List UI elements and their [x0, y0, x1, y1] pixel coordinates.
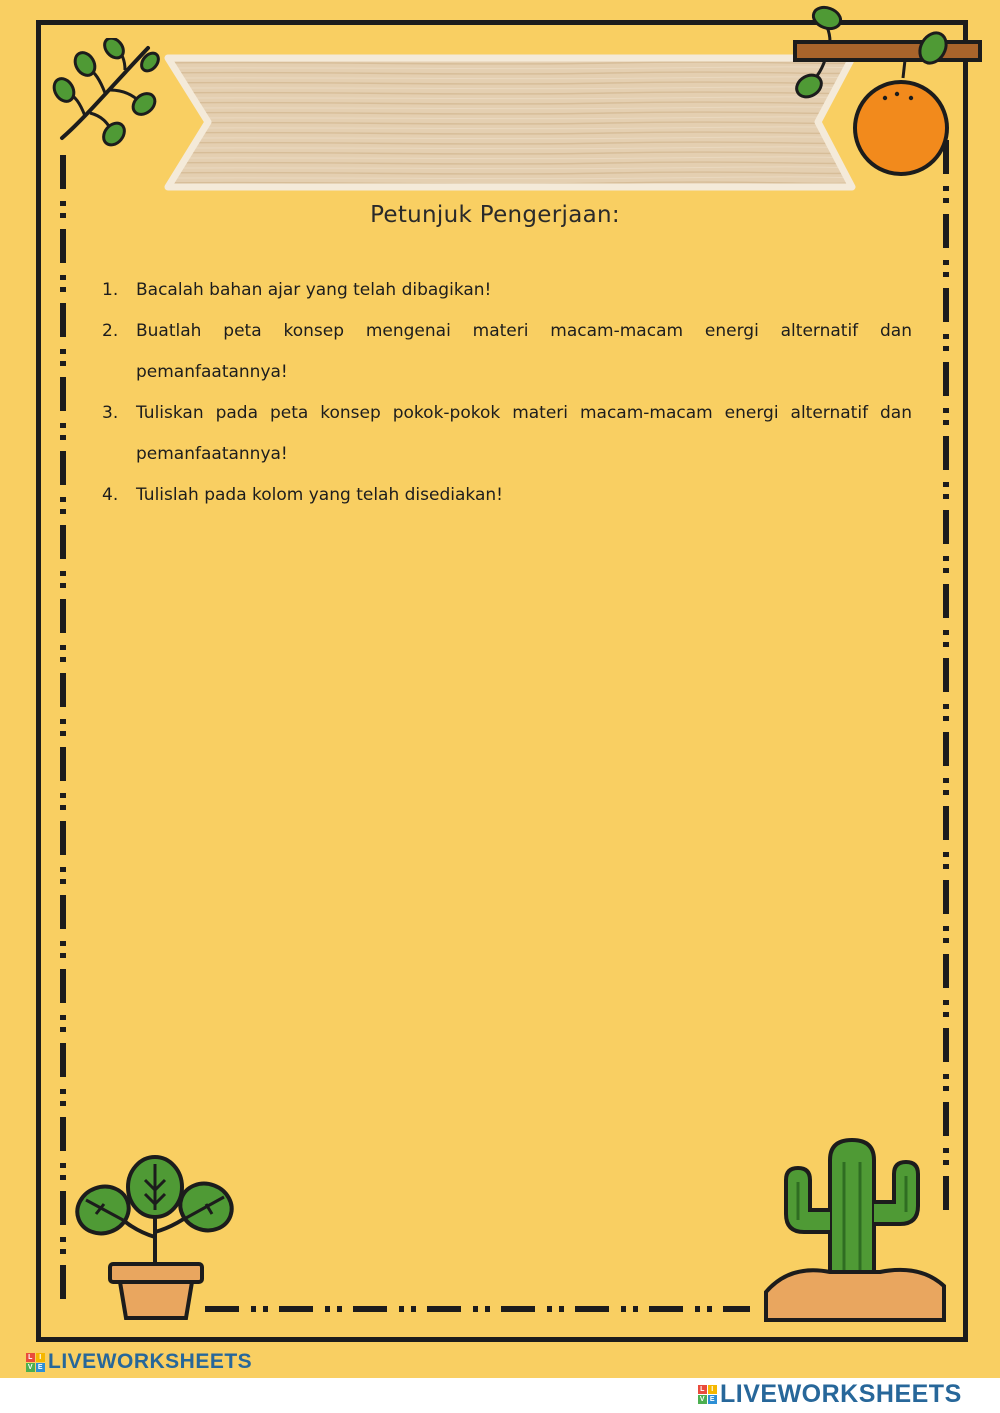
item-number: 2.	[102, 321, 119, 341]
item-text: Tuliskan pada peta konsep pokok-pokok materi macam-macam energi alternatif dan	[136, 403, 912, 423]
logo-letter: V	[27, 1363, 34, 1371]
liveworksheets-logo-icon	[26, 1353, 45, 1372]
list-item	[102, 311, 912, 352]
cactus-icon	[760, 1132, 950, 1324]
dashed-border-right	[943, 140, 949, 1220]
orange-branch-icon	[785, 0, 985, 190]
potted-plant-icon	[68, 1152, 243, 1324]
logo-letter: L	[26, 1353, 35, 1362]
list-item	[102, 352, 912, 393]
leaf-branch-icon	[50, 38, 160, 148]
instruction-list	[102, 270, 912, 516]
item-text-continuation: pemanfaatannya!	[136, 444, 288, 464]
list-item	[102, 393, 912, 434]
page-title: Petunjuk Pengerjaan:	[370, 202, 620, 228]
item-text: Buatlah peta konsep mengenai materi macam-macam energi alternatif dan	[136, 321, 912, 341]
logo-letter: I	[708, 1385, 717, 1394]
logo-letter: I	[36, 1353, 45, 1362]
list-item	[102, 434, 912, 475]
dashed-border-left	[60, 155, 66, 1305]
watermark-text: LIVEWORKSHEETS	[48, 1350, 253, 1373]
logo-letter: L	[698, 1385, 707, 1394]
wood-banner	[160, 50, 860, 195]
logo-letter: E	[37, 1363, 44, 1371]
item-number: 4.	[102, 485, 119, 505]
logo-letter: E	[709, 1396, 716, 1403]
liveworksheets-logo-icon	[698, 1385, 717, 1404]
item-text-continuation: pemanfaatannya!	[136, 362, 288, 382]
item-number: 3.	[102, 403, 119, 423]
list-item	[102, 270, 912, 311]
list-item	[102, 475, 912, 516]
watermark-inner	[26, 1350, 252, 1374]
watermark-outer	[698, 1380, 962, 1409]
watermark-text: LIVEWORKSHEETS	[720, 1380, 962, 1408]
logo-letter: V	[699, 1396, 706, 1403]
item-text: Bacalah bahan ajar yang telah dibagikan!	[136, 280, 492, 300]
item-text: Tulislah pada kolom yang telah disediakan!	[136, 485, 503, 505]
item-number: 1.	[102, 280, 119, 300]
dashed-border-bottom	[205, 1306, 750, 1312]
